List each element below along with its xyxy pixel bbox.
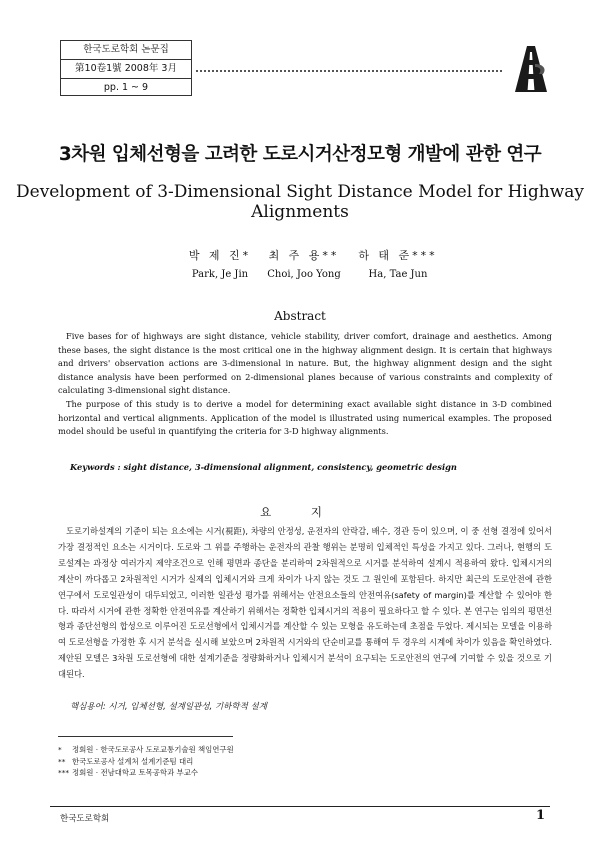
summary-body-korean [58,524,552,683]
abstract-body [58,330,552,439]
footnote-text: 한국도로공사 설계처 설계기준팀 대리 [72,756,194,766]
journal-info-box [60,40,192,96]
paper-title-korean: 3차원 입체선형을 고려한 도로시거산정모형 개발에 관한 연구 [58,144,542,165]
author-name-korean: 박 제 진* [188,249,252,262]
summary-heading-korean: 요 지 [260,505,340,519]
page-number: 1 [536,808,546,823]
abstract-paragraph: Five bases for of highways are sight distance, vehicle stability, driver comfort, drainage and aesthetics. Among these bases, the sight distance is the most critical one in the highway alignment design. It is certain that highways and drivers' observation actions are 3-dimensional in nature. But, the highway alignment design and the sight distance analysis have been performed on 2-dimensional planes because of various constraints and complexity of calculating 3-dimensional sight distance. [58,331,552,396]
dotted-divider [196,70,502,72]
footnote-item [58,767,234,779]
journal-volume-issue: 第10卷1號 2008年 3月 [61,60,191,79]
footnote-mark: *** [58,768,70,777]
footer-divider [50,806,550,807]
footnote-item [58,756,234,768]
author-3 [338,247,458,280]
abstract-paragraph: The purpose of this study is to derive a model for determining exact available sight distance in 3-D combined horizontal and vertical alignments. Application of the model is illustrated using numerical examples. The proposed model should be useful in quantifying the criteria for 3-D highway alignments. [58,398,552,437]
footnote-text: 정회원 · 한국도로공사 도로교통기술원 책임연구원 [72,745,234,754]
footnote-divider [58,736,233,737]
author-footnotes [58,744,234,779]
keywords-english: Keywords : sight distance, 3-dimensional alignment, consistency, geometric design [70,462,457,472]
abstract-heading: Abstract [274,309,326,323]
footnote-mark: ** [58,756,66,766]
author-name-english: Choi, Joo Yong [267,269,341,280]
author-name-english: Park, Je Jin [191,269,249,280]
journal-pages: pp. 1 ~ 9 [103,82,149,93]
author-name-korean: 하 태 준*** [358,249,438,262]
footer-publisher: 한국도로학회 [60,814,110,824]
paper-title-english: Development of 3-Dimensional Sight Distance Model for Highway Alignments [16,182,584,222]
journal-name: 한국도로학회 논문집 [61,41,191,60]
footnote-text: 정회원 · 전남대학교 토목공학과 부교수 [72,768,198,777]
summary-paragraph: 도로기하설계의 기준이 되는 요소에는 시거(視距), 차량의 안정성, 운전자의 안락감, 배수, 경관 등이 있으며, 이 중 선형 결정에 있어서 가장 결정적인 요소는 시거이다. 도로와 그 위를 주행하는 운전자의 관찰 행위는 분명히 입체적인 특성을 가지고 있다. 그러나, 현행의 도로설계는 과정상 여러가지 제약조건으로 인해 평면과 종단을 분리하여 2차원적으로 시거를 분석하여 설계시 적용하여 왔다. 입체시거의 계산이 까다롭고 2차원적인 시거가 실제의 입체시거와 크게 차이가 나지 않는 것도 그 원인에 포함된다. 하지만 최근의 도로안전에 관한 연구에서 도로일관성이 대두되었고, 이러한 일관성 평가를 위해서는 안전요소들의 안전여유(safety of margin)를 계산할 수 있어야 한다. 따라서 시거에 관한 정확한 안전여유를 계산하기 위해서는 정확한 입체시거의 적용이 필요하다고 할 수 있다. 본 연구는 임의의 평면선형과 종단선형의 합성으로 이루어진 도로선형에서 입체시거를 계산할 수 있는 모형을 유도하는데 초점을 두었다. 제시되는 모델을 이용하여 도로선형을 가정한 후 시거 분석을 실시해 보았으며 2차원적 시거와의 단순비교를 통해여 두 경우의 시계에 차이가 있음을 확인하였다. 제안된 모델은 3차원 도로선형에 대한 설계기준을 정량화하거나 입체시거 분석이 요구되는 도로안전의 연구에 기여할 수 있을 것으로 기대된다. [58,526,553,680]
keywords-korean: 핵심용어: 시거, 입체선형, 설계일관성, 기하학적 설계 [70,702,267,712]
footnote-item [58,744,234,756]
author-name-english: Ha, Tae Jun [368,269,428,280]
road-icon [513,44,549,92]
author-name-korean: 최 주 용** [268,249,340,262]
footnote-mark: * [58,745,62,754]
